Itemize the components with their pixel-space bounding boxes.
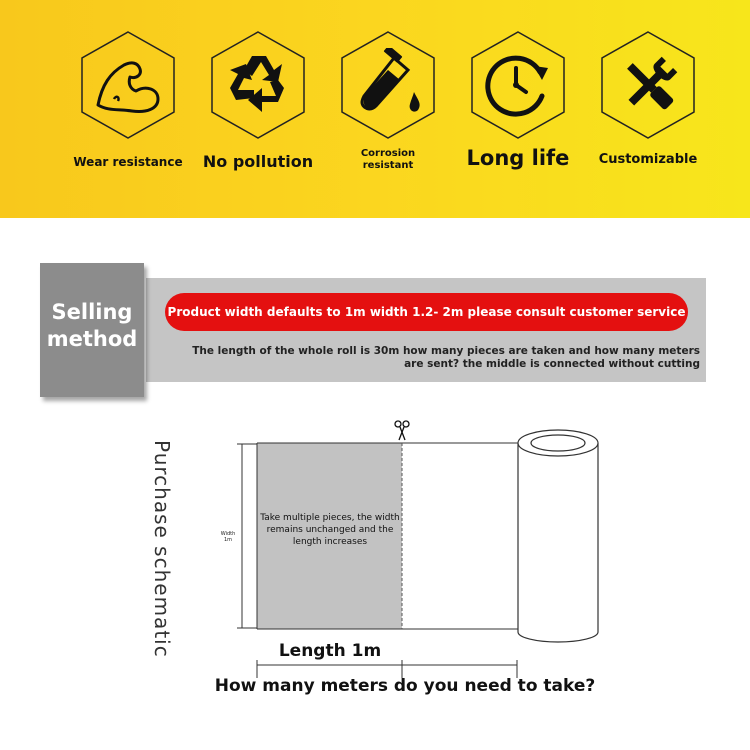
feature-label: Wear resistance <box>73 155 183 169</box>
selling-method-title: Selling method <box>46 300 138 351</box>
width-notice-banner: Product width defaults to 1m width 1.2- 2m please consult customer service <box>165 293 688 331</box>
quantity-question: How many meters do you need to take? <box>214 676 596 696</box>
schematic-title: Purchase schematic <box>150 440 174 658</box>
roll-length-note: The length of the whole roll is 30m how many pieces are taken and how many meters are sent? the middle is connected without cutting <box>192 345 700 370</box>
piece-description: Take multiple pieces, the width remains unchanged and the length increases <box>260 513 400 547</box>
material-roll <box>518 430 598 642</box>
feature-label: No pollution <box>202 152 314 171</box>
feature-label: Customizable <box>598 152 698 167</box>
feature-label: Corrosion resistant <box>360 148 416 171</box>
feature-label: Long life <box>466 146 570 170</box>
length-label: Length 1m <box>278 641 382 661</box>
width-label: Width 1m <box>220 531 236 543</box>
scissors-icon <box>395 421 409 440</box>
